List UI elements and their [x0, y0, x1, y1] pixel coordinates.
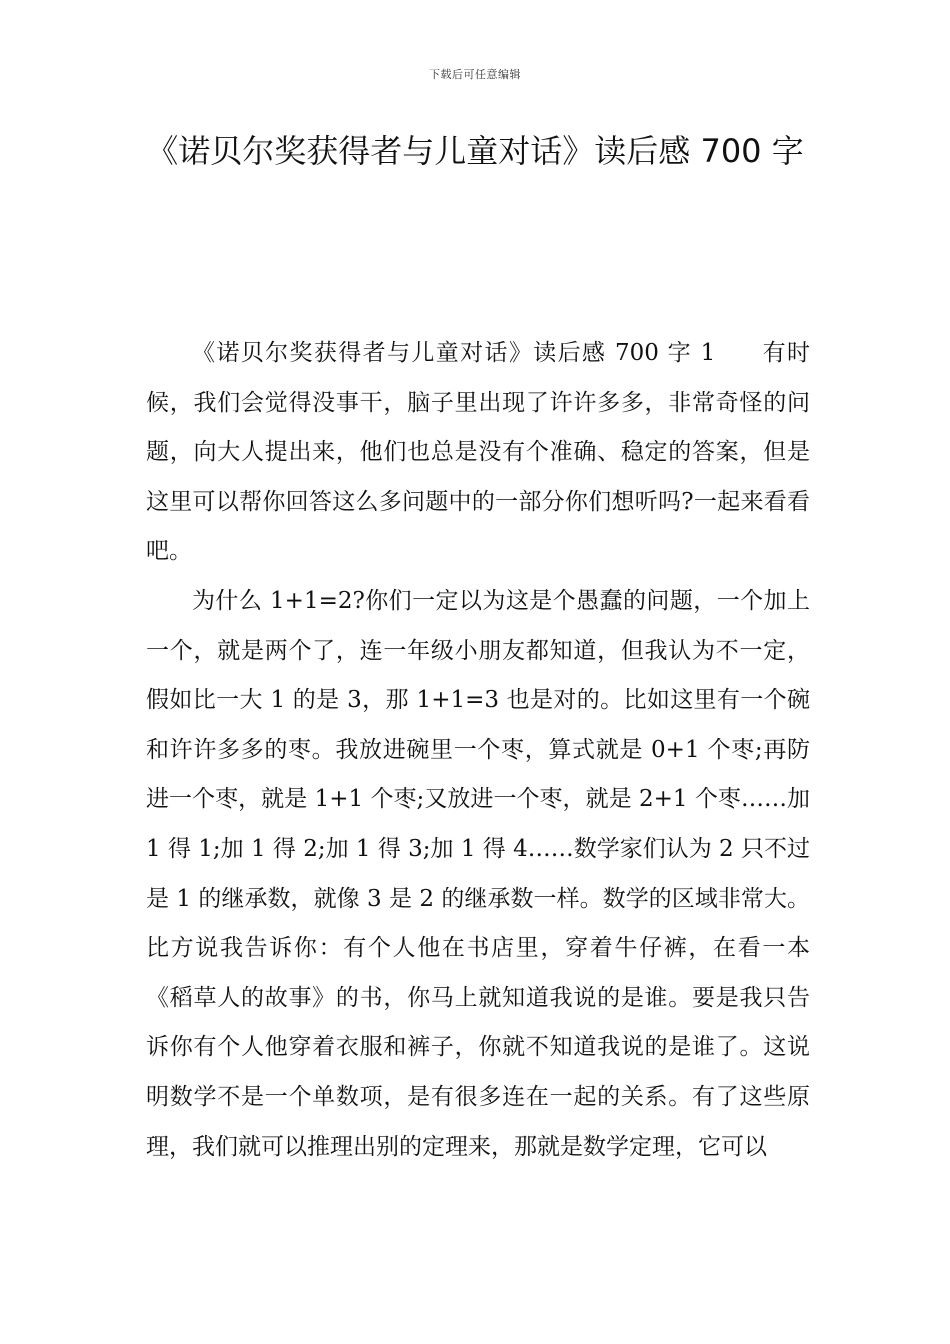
paragraph-1-text: 有时候，我们会觉得没事干，脑子里出现了许许多多，非常奇怪的问题，向大人提出来，他们也总是没有个准确、稳定的答案，但是这里可以帮你回答这么多问题中的一部分你们想听吗?一起来看看吧。 [146, 340, 811, 565]
section-heading: 《诺贝尔奖获得者与儿童对话》读后感 700 字 1 [192, 340, 716, 366]
paragraph-1 [146, 329, 810, 577]
document-title: 《诺贝尔奖获得者与儿童对话》读后感 700 字 [146, 132, 804, 170]
paragraph-2: 为什么 1+1=2?你们一定以为这是个愚蠢的问题，一个加上一个，就是两个了，连一年级小朋友都知道，但我认为不一定，假如比一大 1 的是 3，那 1+1=3 也是对的。比如这里有一个碗和许许多多的枣。我放进碗里一个枣，算式就是 0+1 个枣;再防进一个枣，就是 1+1 个枣;又放进一个枣，就是 2+1 个枣……加 1 得 1;加 1 得 2;加 1 得 3;加 1 得 4……数学家们认为 2 只不过是 1 的继承数，就像 3 是 2 的继承数一样。数学的区域非常大。比方说我告诉你：有个人他在书店里，穿着牛仔裤，在看一本《稻草人的故事》的书，你马上就知道我说的是谁。要是我只告诉你有个人他穿着衣服和裤子，你就不知道我说的是谁了。这说明数学不是一个单数项，是有很多连在一起的关系。有了这些原理，我们就可以推理出别的定理来，那就是数学定理，它可以 [146, 587, 810, 1160]
header-note: 下载后可任意编辑 [429, 68, 521, 81]
document-body [146, 329, 810, 1172]
